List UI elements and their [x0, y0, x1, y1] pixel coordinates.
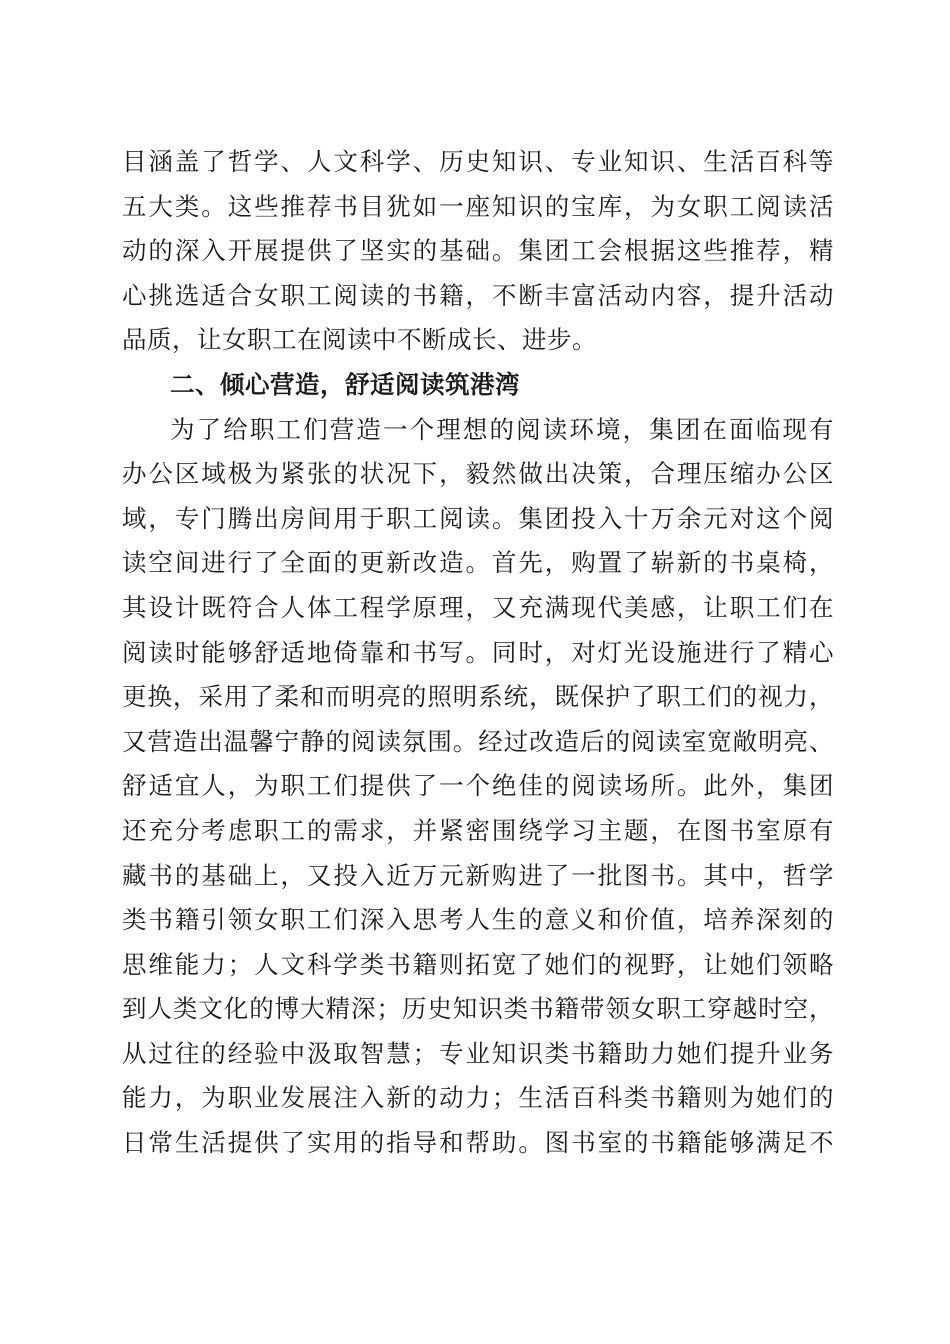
paragraph-1-line-2: 五大类。这些推荐书目犹如一座知识的宝库，为女职工阅读活 [122, 191, 834, 221]
paragraph-2-line-3: 域，专门腾出房间用于职工阅读。集团投入十万余元对这个阅 [122, 503, 834, 533]
paragraph-1-line-1: 目涵盖了哲学、人文科学、历史知识、专业知识、生活百科等 [122, 147, 834, 176]
paragraph-2-line-5: 其设计既符合人体工程学原理，又充满现代美感，让职工们在 [122, 592, 834, 622]
paragraph-2-line-11: 藏书的基础上，又投入近万元新购进了一批图书。其中，哲学 [122, 860, 834, 890]
paragraph-2-line-1: 为了给职工们营造一个理想的阅读环境，集团在面临现有 [170, 414, 834, 444]
paragraph-2-line-12: 类书籍引领女职工们深入思考人生的意义和价值，培养深刻的 [122, 905, 834, 935]
paragraph-2-line-16: 能力，为职业发展注入新的动力；生活百科类书籍则为她们的 [122, 1083, 834, 1113]
section-heading: 二、倾心营造，舒适阅读筑港湾 [170, 369, 520, 399]
paragraph-2-line-9: 舒适宜人，为职工们提供了一个绝佳的阅读场所。此外，集团 [122, 771, 834, 801]
paragraph-1-line-4: 心挑选适合女职工阅读的书籍，不断丰富活动内容，提升活动 [122, 280, 834, 310]
document-body [122, 140, 834, 1166]
paragraph-2-line-4: 读空间进行了全面的更新改造。首先，购置了崭新的书桌椅， [122, 548, 834, 578]
paragraph-2-line-13: 思维能力；人文科学类书籍则拓宽了她们的视野，让她们领略 [122, 949, 834, 979]
paragraph-2-line-17: 日常生活提供了实用的指导和帮助。图书室的书籍能够满足不 [122, 1128, 834, 1158]
paragraph-2-line-7: 更换，采用了柔和而明亮的照明系统，既保护了职工们的视力， [122, 682, 834, 712]
paragraph-2-line-10: 还充分考虑职工的需求，并紧密围绕学习主题，在图书室原有 [122, 815, 834, 845]
paragraph-2-line-14: 到人类文化的博大精深；历史知识类书籍带领女职工穿越时空， [122, 994, 834, 1024]
paragraph-2-line-6: 阅读时能够舒适地倚靠和书写。同时，对灯光设施进行了精心 [122, 637, 834, 667]
paragraph-1-line-5: 品质，让女职工在阅读中不断成长、进步。 [122, 325, 597, 355]
paragraph-2-line-8: 又营造出温馨宁静的阅读氛围。经过改造后的阅读室宽敞明亮、 [122, 726, 834, 756]
paragraph-2-line-2: 办公区域极为紧张的状况下，毅然做出决策，合理压缩办公区 [122, 459, 834, 489]
paragraph-1-line-3: 动的深入开展提供了坚实的基础。集团工会根据这些推荐，精 [122, 236, 834, 266]
paragraph-2-line-15: 从过往的经验中汲取智慧；专业知识类书籍助力她们提升业务 [122, 1038, 834, 1068]
